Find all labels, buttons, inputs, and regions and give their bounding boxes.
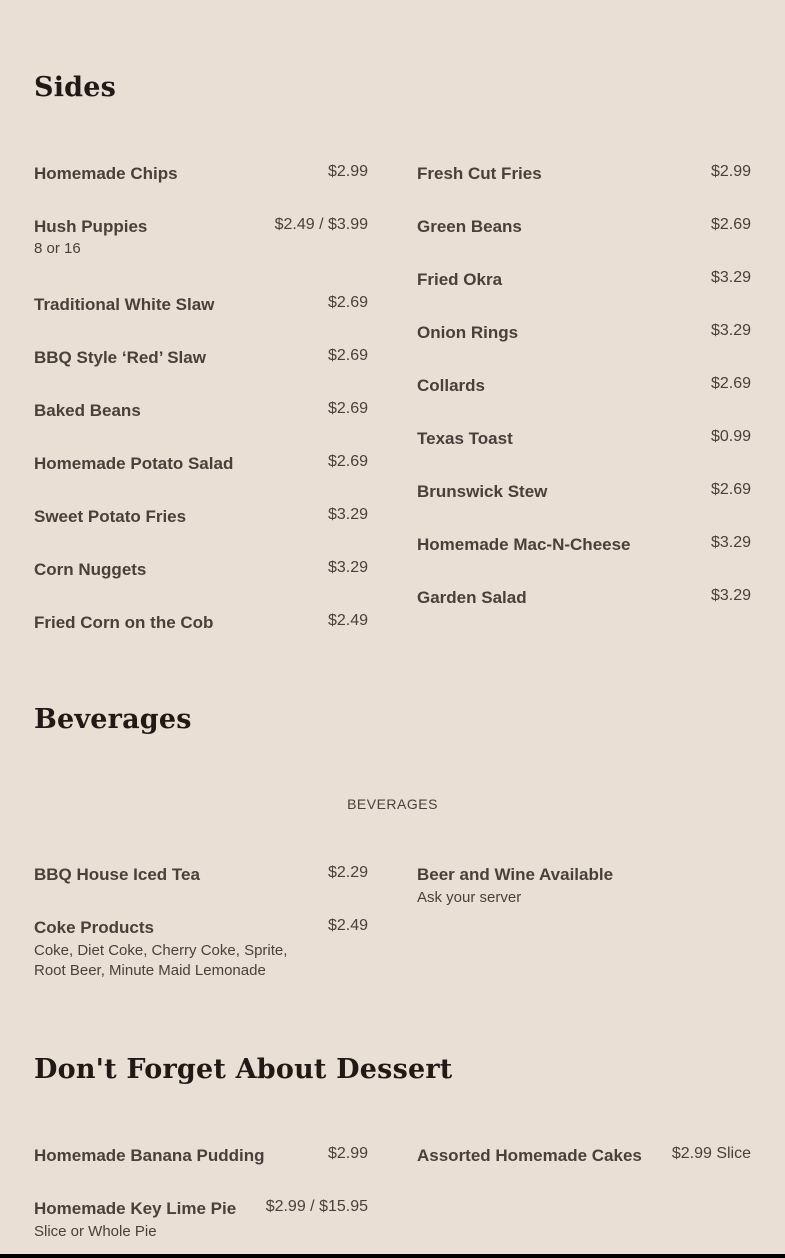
menu-item <box>417 865 751 908</box>
item-price: $2.69 <box>710 481 751 498</box>
section-title-beverages: Beverages <box>34 704 192 735</box>
item-name: Garden Salad <box>417 588 527 607</box>
item-price: $2.99 Slice <box>671 1145 751 1162</box>
menu-item <box>34 295 368 315</box>
item-description: 8 or 16 <box>34 240 81 257</box>
menu-item <box>417 323 751 343</box>
menu-item <box>34 348 368 368</box>
item-description: Coke, Diet Coke, Cherry Coke, Sprite, Root Beer, Minute Maid Lemonade <box>34 942 288 979</box>
item-name: Homemade Chips <box>34 164 178 183</box>
menu-item <box>417 217 751 237</box>
item-name: Onion Rings <box>417 323 519 342</box>
menu-item <box>34 164 368 184</box>
item-price: $3.29 <box>710 587 751 604</box>
item-name: Homemade Key Lime Pie <box>34 1199 237 1218</box>
item-name: Homemade Banana Pudding <box>34 1146 265 1165</box>
item-name: Assorted Homemade Cakes <box>417 1146 642 1165</box>
item-price: $3.29 <box>710 269 751 286</box>
item-price: $2.49 / $3.99 <box>274 216 368 233</box>
item-price: $2.99 <box>710 163 751 180</box>
item-name: Green Beans <box>417 217 522 236</box>
item-name: Beer and Wine Available <box>417 865 614 884</box>
menu-item <box>417 429 751 449</box>
bottom-divider <box>0 1254 785 1258</box>
item-price: $2.69 <box>710 216 751 233</box>
item-name: BBQ House Iced Tea <box>34 865 200 884</box>
item-name: Sweet Potato Fries <box>34 507 187 526</box>
item-name: Baked Beans <box>34 401 141 420</box>
item-name: Fresh Cut Fries <box>417 164 542 183</box>
item-price: $3.29 <box>710 322 751 339</box>
item-description: Slice or Whole Pie <box>34 1223 157 1240</box>
menu-item <box>417 164 751 184</box>
menu-item <box>34 918 368 981</box>
item-price: $2.69 <box>710 375 751 392</box>
menu-item <box>34 560 368 580</box>
item-name: Collards <box>417 376 486 395</box>
menu-item <box>34 454 368 474</box>
menu-item <box>417 588 751 608</box>
item-price: $2.49 <box>327 612 368 629</box>
section-title-sides: Sides <box>34 72 117 103</box>
menu-item <box>34 217 368 259</box>
menu-item <box>417 535 751 555</box>
item-name: Homemade Potato Salad <box>34 454 234 473</box>
item-price: $2.69 <box>327 400 368 417</box>
menu-item <box>34 401 368 421</box>
menu-item <box>34 1146 368 1166</box>
menu-item <box>417 482 751 502</box>
item-name: Coke Products <box>34 918 154 937</box>
item-price: $2.69 <box>327 453 368 470</box>
menu-item <box>34 865 368 885</box>
item-price: $0.99 <box>710 428 751 445</box>
item-price: $2.69 <box>327 294 368 311</box>
item-price: $3.29 <box>327 506 368 523</box>
menu-item <box>417 376 751 396</box>
item-name: Fried Corn on the Cob <box>34 613 214 632</box>
item-price: $2.49 <box>327 917 368 934</box>
item-name: BBQ Style ‘Red’ Slaw <box>34 348 206 367</box>
item-name: Texas Toast <box>417 429 513 448</box>
menu-item <box>417 1146 751 1166</box>
menu-item <box>34 613 368 633</box>
item-name: Corn Nuggets <box>34 560 147 579</box>
item-price: $2.99 <box>327 163 368 180</box>
item-name: Fried Okra <box>417 270 503 289</box>
menu-item <box>34 507 368 527</box>
item-name: Homemade Mac-N-Cheese <box>417 535 631 554</box>
item-price: $2.29 <box>327 864 368 881</box>
section-title-dessert: Don't Forget About Dessert <box>34 1054 453 1085</box>
item-price: $3.29 <box>710 534 751 551</box>
beverages-subheading: BEVERAGES <box>347 796 438 812</box>
item-price: $2.99 <box>327 1145 368 1162</box>
item-name: Hush Puppies <box>34 217 148 236</box>
menu-item <box>34 1199 368 1242</box>
menu-item <box>417 270 751 290</box>
item-price: $2.69 <box>327 347 368 364</box>
item-price: $3.29 <box>327 559 368 576</box>
item-description: Ask your server <box>417 889 522 906</box>
item-name: Brunswick Stew <box>417 482 548 501</box>
item-name: Traditional White Slaw <box>34 295 215 314</box>
item-price: $2.99 / $15.95 <box>265 1198 368 1215</box>
